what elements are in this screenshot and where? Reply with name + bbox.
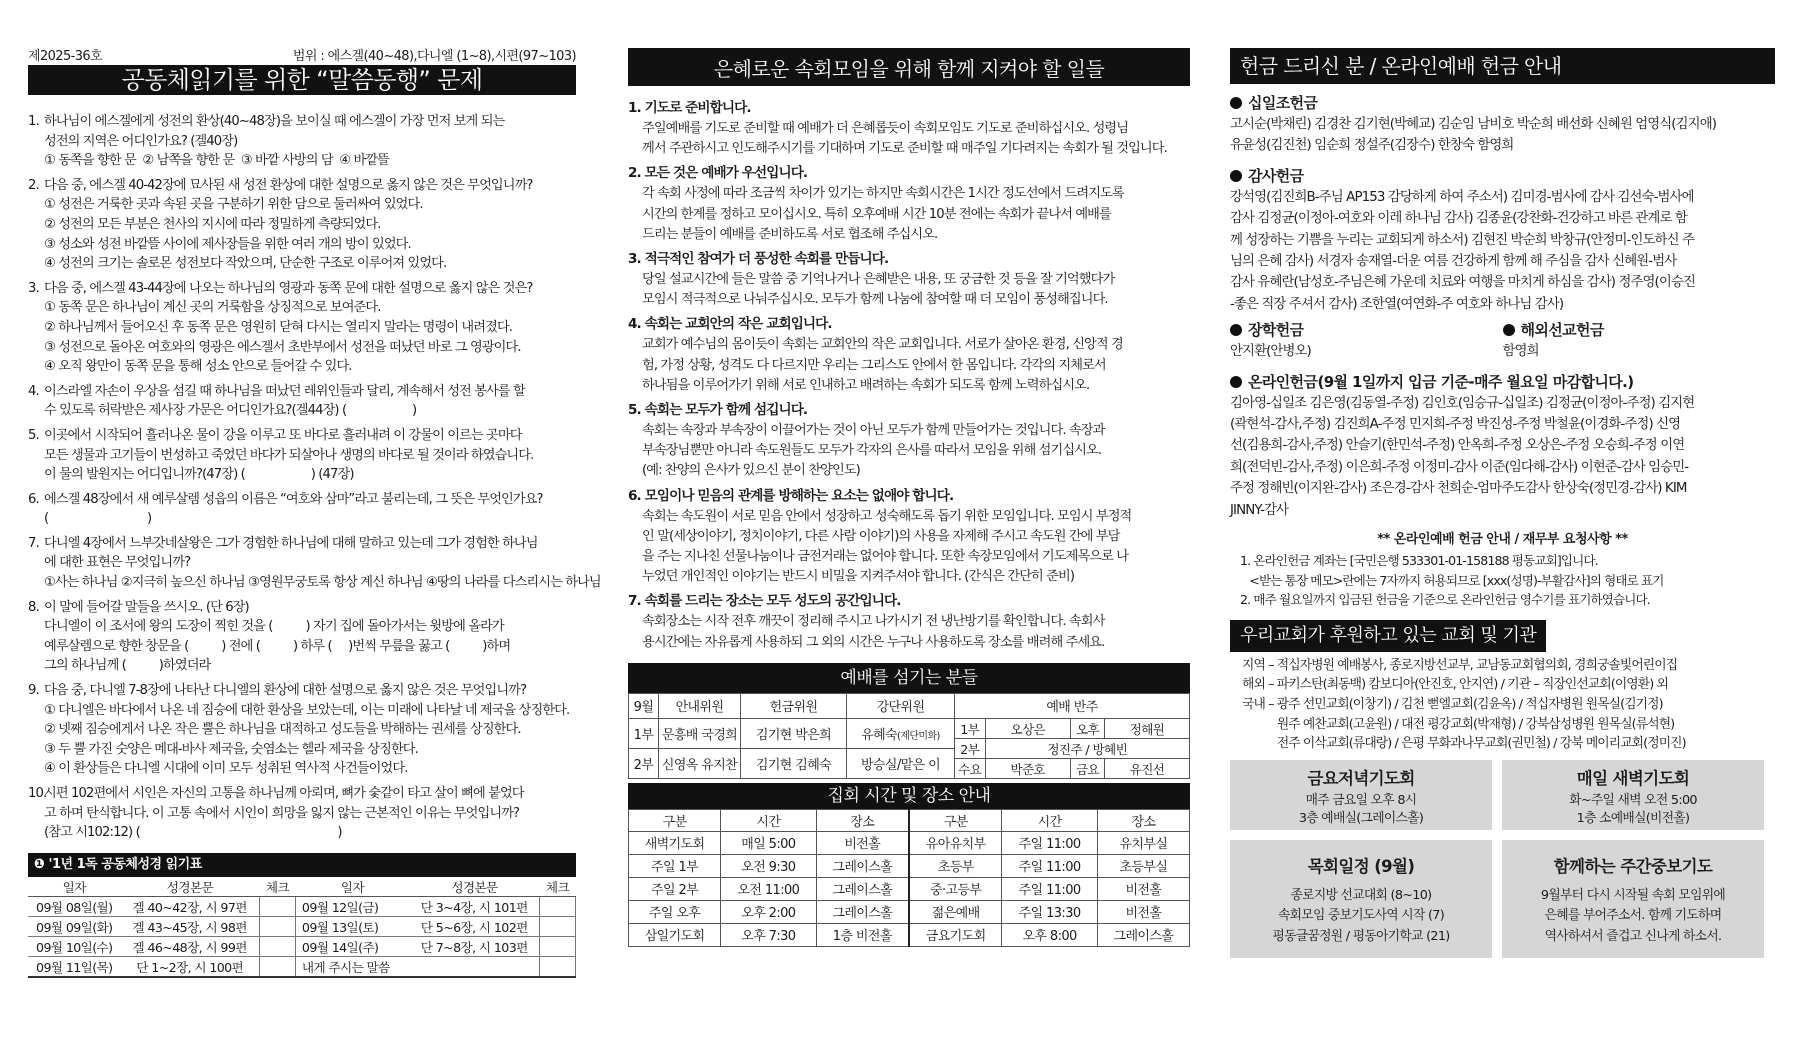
plan-check-cell[interactable] — [540, 956, 576, 977]
schedule-cell: 그레이스홀 — [816, 877, 909, 900]
accomp-name: 유진선 — [1129, 761, 1165, 777]
scholar-section — [1230, 319, 1503, 362]
pastoral-schedule-card — [1230, 840, 1492, 958]
schedule-row — [629, 877, 1190, 900]
plan-check-cell[interactable] — [540, 896, 576, 916]
quiz-question-head — [28, 681, 576, 701]
schedule-row — [629, 854, 1190, 877]
guideline-item — [628, 400, 1190, 482]
scholar-heading-text: 장학헌금 — [1248, 321, 1304, 340]
answer-option: ①사는 하나님 ②지극히 높으신 하나님 ③영원무궁토록 항상 계신 하나님 ④땅의 나라를 다스리시는 하나님 — [44, 575, 601, 591]
plan-row — [28, 896, 576, 916]
plan-cell: 단 3~4장, 시 101편 — [410, 896, 540, 916]
guideline-text: 속회는 속장과 부속장이 이끌어가는 것이 아닌 모두가 함께 만들어가는 것입니다. 속장과 부속장님뿐만 아니라 속도원들도 모두가 각자의 은사를 따라서 모임을 위해 섬기십시오. (예: 찬양의 은사가 있으신 분이 찬양인도) — [642, 423, 1105, 479]
quiz-column — [28, 48, 601, 978]
quiz-question — [28, 176, 576, 274]
quiz-title: 공동체읽기를 위한 “말씀동행” 문제 — [28, 65, 576, 95]
guideline-item — [628, 591, 1190, 652]
answer-option: ③ 두 뿔 가진 숫양은 메대-바사 제국을, 숫염소는 헬라 제국을 상징한다. — [44, 741, 418, 757]
schedule-cell: 비전홀 — [1097, 900, 1189, 923]
accomp-label: 2부 — [955, 738, 985, 758]
plan-header-cell: 체크 — [540, 877, 576, 897]
guideline-item — [628, 486, 1190, 588]
servers-title: 예배를 섬기는 분들 — [628, 663, 1190, 693]
question-text: 다니엘 4장에서 느부갓네살왕은 그가 경험한 하나님에 대해 말하고 있는데 그가 경험한 하나님 에 대한 표현은 무엇입니까? — [44, 535, 538, 571]
guidelines-column — [628, 48, 1190, 947]
plan-check-cell[interactable] — [540, 936, 576, 956]
quiz-question-head — [28, 598, 576, 618]
schedule-header-cell: 시간 — [1002, 809, 1097, 831]
answer-option: ④ 오직 왕만이 동쪽 문을 통해 성소 안으로 들어갈 수 있다. — [44, 359, 352, 375]
question-text: 이 말에 들어갈 말들을 쓰시오. (단 6장) — [44, 599, 249, 615]
plan-header-cell: 일자 — [295, 877, 409, 897]
schedule-cell: 주일 11:00 — [1002, 831, 1097, 854]
card-body: 9월부터 다시 시작될 속회 모임위에 은혜를 부어주소서. 함께 기도하며 역사하셔서 즐겁고 신나게 하소서. — [1540, 887, 1726, 944]
guideline-item — [628, 98, 1190, 159]
answer-option: ① 성전은 거룩한 곳과 속된 곳을 구분하기 위한 담으로 둘러싸여 있었다. — [44, 197, 423, 213]
guideline-heading: 3. 적극적인 참여가 더 풍성한 속회를 만듭니다. — [628, 251, 889, 268]
question-number: 4. — [28, 383, 39, 399]
bullet-icon — [1230, 170, 1242, 182]
schedule-title: 집회 시간 및 장소 안내 — [628, 783, 1190, 809]
servers-header: 강단위원 — [847, 693, 955, 718]
guideline-text: 교회가 예수님의 몸이듯이 속회는 교회안의 작은 교회입니다. 서로가 살아온 환경, 신앙적 경 험, 가정 상황, 성격도 다 다르지만 우리는 그리스도 안에서 한 몸입니다. 각각의 지체로서 하나됨을 이루어가기 위해 서로 인내하고 배려하는 속회가 되도록 함께 노력하십시오. — [642, 337, 1123, 393]
plan-cell: 단 5~6장, 시 102편 — [410, 916, 540, 936]
quiz-question — [28, 598, 576, 676]
question-number: 1. — [28, 114, 39, 129]
schedule-header — [629, 809, 1190, 831]
quiz-question — [28, 534, 601, 593]
plan-cell: 09월 09일(화) — [28, 916, 120, 936]
answer-option: ① 다니엘은 바다에서 나온 네 짐승에 대한 환상을 보았는데, 이는 미래에 나타날 네 제국을 상징한다. — [44, 702, 570, 718]
offering-column — [1230, 48, 1775, 958]
schedule-cell: 비전홀 — [1097, 877, 1189, 900]
schedule-cell: 초등부 — [909, 854, 1002, 877]
answer-option: ① 동쪽을 향한 문 ② 남쪽을 향한 문 ③ 바깥 사방의 담 ④ 바깥뜰 — [44, 153, 389, 169]
guideline-text: 속회장소는 시작 전후 깨끗이 정리해 주시고 나가시기 전 냉난방기를 확인합니다. 속회사 용시간에는 자유롭게 사용하되 그 외의 시간은 누구나 사용하도록 장소를 배려해 주세요. — [642, 614, 1105, 650]
schedule-header-cell: 구분 — [629, 809, 721, 831]
issue-row — [28, 48, 576, 65]
plan-row — [28, 956, 576, 977]
accomp-label: 오후 — [1071, 719, 1105, 739]
question-number: 7. — [28, 535, 39, 551]
card-body: 종로지방 선교대회 (8~10) 속회모임 중보기도사역 시작 (7) 평동글꿈정원 / 평동아기학교 (21) — [1272, 887, 1450, 944]
accompanist-table — [955, 719, 1189, 778]
quiz-question — [28, 426, 576, 485]
quiz-question-head — [28, 382, 576, 421]
tithe-heading — [1230, 92, 1775, 114]
question-text: 시편 102편에서 시인은 자신의 고통을 하나님께 아뢰며, 뼈가 숯같이 타고 살이 뼈에 붙었다 고 하며 탄식합니다. 이 고통 속에서 시인이 희망을 잃지 않는 근본적인 이유는 무엇입니까? (참고 시102:12) ( ) — [44, 786, 524, 841]
plan-cell: 09월 12일(금) — [295, 896, 409, 916]
schedule-cell: 금요기도회 — [909, 923, 1002, 946]
scholar-names: 안지환(안병오) — [1230, 344, 1311, 360]
online-notice-title: ** 온라인예배 헌금 안내 / 재무부 요청사항 ** — [1377, 532, 1628, 548]
quiz-question — [28, 681, 576, 779]
quiz-question-head — [28, 176, 576, 196]
support-title: 우리교회가 후원하고 있는 교회 및 기관 — [1230, 620, 1546, 652]
schedule-cell: 그레이스홀 — [816, 854, 909, 877]
question-number: 6. — [28, 491, 39, 507]
plan-cell: 겔 43~45장, 시 98편 — [120, 916, 259, 936]
bullet-icon — [1503, 324, 1515, 336]
scholar-heading — [1230, 319, 1503, 341]
schedule-cell: 초등부실 — [1097, 854, 1189, 877]
servers-header: 안내위원 — [659, 693, 741, 718]
schedule-cell: 삼일기도회 — [629, 923, 721, 946]
plan-cell: 09월 10일(수) — [28, 936, 120, 956]
answer-option: ② 하나님께서 들어오신 후 동쪽 문은 영원히 닫혀 다시는 열리지 말라는 명령이 내려졌다. — [44, 319, 513, 335]
quiz-question-head — [28, 784, 576, 843]
schedule-header-cell: 장소 — [1097, 809, 1189, 831]
question-number: 9. — [28, 683, 39, 699]
schedule-cell: 유치부실 — [1097, 831, 1189, 854]
question-number: 8. — [28, 599, 39, 615]
question-number: 10. — [28, 786, 47, 801]
guideline-heading: 7. 속회를 드리는 장소는 모두 성도의 공간입니다. — [628, 593, 901, 610]
online-heading-text: 온라인헌금(9월 1일까지 입금 기준-매주 월요일 마감합니다.) — [1248, 372, 1634, 391]
plan-cell: 겔 40~42장, 시 97편 — [120, 896, 259, 916]
plan-check-cell[interactable] — [259, 916, 295, 936]
schedule-cell: 젊은예배 — [909, 900, 1002, 923]
quiz-list — [28, 112, 601, 843]
schedule-row — [629, 900, 1190, 923]
accomp-label: 수요 — [955, 758, 985, 778]
accomp-label: 금요 — [1071, 758, 1105, 778]
plan-header-cell: 성경본문 — [410, 877, 540, 897]
tithe-heading-text: 십일조헌금 — [1248, 94, 1318, 112]
plan-cell: 단 1~2장, 시 100편 — [120, 956, 259, 977]
info-cards — [1230, 760, 1775, 958]
plan-header-cell: 체크 — [259, 877, 295, 897]
thanks-heading-text: 감사헌금 — [1248, 166, 1304, 185]
plan-check-cell[interactable] — [259, 936, 295, 956]
servers-row-label: 2부 — [629, 748, 659, 778]
plan-cell: 09월 14일(주) — [295, 936, 409, 956]
schedule-cell: 매일 5:00 — [721, 831, 816, 854]
accomp-name: 박준호 — [985, 758, 1071, 778]
plan-cell: 겔 46~48장, 시 99편 — [120, 936, 259, 956]
schedule-cell: 그레이스홀 — [816, 900, 909, 923]
servers-guide: 문흥배 국경희 — [659, 718, 741, 748]
guideline-item — [628, 163, 1190, 245]
answer-option: 그의 하나님께 ( )하였더라 — [44, 658, 211, 674]
guideline-text: 주일예배를 기도로 준비할 때 예배가 더 은혜롭듯이 속회모임도 기도로 준비하십시오. 성령님 께서 주관하시고 인도해주시기를 기대하며 기도로 준비할 때 매주일 기다려지는 속회가 될 것입니다. — [642, 121, 1167, 157]
answer-option: ③ 성소와 성전 바깥뜰 사이에 제사장들을 위한 여러 개의 방이 있었다. — [44, 236, 411, 252]
schedule-header-cell: 장소 — [816, 809, 909, 831]
plan-cell: 내게 주시는 말씀 — [295, 956, 409, 977]
servers-guide: 신영옥 유지찬 — [659, 748, 741, 778]
plan-row — [28, 936, 576, 956]
guideline-text: 당일 설교시간에 들은 말씀 중 기억나거나 은혜받은 내용, 또 궁금한 것 등을 잘 기억했다가 모임시 적극적으로 나눠주십시오. 모두가 함께 나눔에 참여할 때 더 모임이 풍성해집니다. — [642, 272, 1115, 308]
servers-altar: 방승실/맡은 이 — [847, 748, 955, 778]
thanks-heading — [1230, 165, 1775, 187]
scholar-mission-row — [1230, 319, 1775, 362]
plan-row — [28, 916, 576, 936]
schedule-cell: 유아유치부 — [909, 831, 1002, 854]
guideline-item — [628, 249, 1190, 310]
servers-altar-name: 유혜숙 — [861, 727, 898, 743]
online-notice-body: 1. 온라인헌금 계좌는 [국민은행 533301-01-158188 평동교회]입니다. <받는 통장 메모>란에는 7자까지 허용되므로 [xxx(성명)-부활감사]의 형태로 표기 2. 매주 월요일까지 입금된 헌금을 기준으로 온라인헌금 영수기를 표기하였습니다. — [1240, 553, 1664, 608]
schedule-cell: 비전홀 — [816, 831, 909, 854]
quiz-question-head — [28, 279, 576, 299]
card-title: 목회일정 (9월) — [1307, 856, 1415, 876]
online-names: 김아영-십일조 김은영(김동열-주정) 김인호(임승규-십일조) 김정균(이정아-주정) 김지현 (곽현석-감사,주정) 김진희A-주정 민지희-주정 박진성-주정 박철윤(이경화-주정) 신영 선(김용희-감사,주정) 안슬기(한민석-주정) 안옥희-주정 오상은-주정 오승희-주정 이연 희(전덕빈-감사,주정) 이은희-주정 이정미-감사 이준(임다해-감사) 이현준-감사 임승민- 주정 정해빈(이지완-감사) 조은경-감사 천희순-엄마주도감사 한상숙(정민경-감사) KIM JINNY-감사 — [1230, 395, 1695, 518]
quiz-question — [28, 382, 576, 421]
guideline-item — [628, 314, 1190, 396]
servers-month: 9월 — [629, 693, 659, 718]
accomp-label: 1부 — [955, 719, 985, 739]
schedule-cell: 오후 2:00 — [721, 900, 816, 923]
thanks-section — [1230, 165, 1775, 315]
accompanist-cell — [955, 718, 1190, 778]
plan-cell: 단 7~8장, 시 103편 — [410, 936, 540, 956]
friday-prayer-card — [1230, 760, 1492, 830]
plan-check-cell[interactable] — [540, 916, 576, 936]
card-body: 화~주일 새벽 오전 5:00 1층 소예배실(비전홀) — [1569, 792, 1697, 827]
schedule-cell: 오전 11:00 — [721, 877, 816, 900]
servers-header: 헌금위원 — [741, 693, 847, 718]
mission-section — [1503, 319, 1776, 362]
plan-header-cell: 일자 — [28, 877, 120, 897]
quiz-question-head — [28, 490, 576, 529]
answer-option: ④ 성전의 크기는 솔로몬 성전보다 작았으며, 단순한 구조로 이루어져 있었다. — [44, 256, 447, 272]
question-number: 2. — [28, 177, 39, 193]
plan-check-cell[interactable] — [259, 956, 295, 977]
mission-heading — [1503, 319, 1776, 341]
answer-option: ② 성전의 모든 부분은 천사의 지시에 따라 정밀하게 측량되었다. — [44, 216, 381, 232]
question-text: 이곳에서 시작되어 흘러나온 물이 강을 이루고 또 바다로 흘러내려 이 강물이 이르는 곳마다 모든 생물과 고기들이 번성하고 죽었던 바다가 되살아나 생명의 바다로 될 것이라 하였습니다. 이 물의 발원지는 어디입니까?(47장) ( ) (47장) — [44, 427, 534, 483]
guideline-text: 각 속회 사정에 따라 조금씩 차이가 있기는 하지만 속회시간은 1시간 정도선에서 드려지도록 시간의 한계를 정하고 모이십시오. 특히 오후예배 시간 10분 전에는 속회가 끝나서 예배를 드리는 분들이 예배를 준비하도록 서로 협조해 주십시오. — [642, 186, 1124, 242]
quiz-question-head — [28, 426, 576, 485]
guideline-heading: 2. 모든 것은 예배가 우선입니다. — [628, 165, 808, 182]
accomp-name: 정진주 / 방혜빈 — [985, 738, 1189, 758]
quiz-question — [28, 784, 576, 843]
servers-header: 예배 반주 — [955, 693, 1190, 718]
servers-altar — [847, 718, 955, 748]
servers-row-label: 1부 — [629, 718, 659, 748]
tithe-section — [1230, 92, 1775, 157]
reading-plan-title: ❶ '1년 1독 공동체성경 읽기표 — [28, 853, 576, 877]
question-text: 다음 중, 다니엘 7-8장에 나타난 다니엘의 환상에 대한 설명으로 옳지 않은 것은 무엇입니까? — [44, 683, 527, 699]
plan-cell: 09월 08일(월) — [28, 896, 120, 916]
accomp-name: 오상은 — [985, 719, 1071, 739]
mission-names: 함영희 — [1502, 344, 1539, 360]
plan-cell: 09월 11일(목) — [28, 956, 120, 977]
question-text: 이스라엘 자손이 우상을 섬길 때 하나님을 떠났던 레위인들과 달리, 계속해서 성전 봉사를 할 수 있도록 허락받은 제사장 가문은 어디인가요?(겔44장) ( ) — [44, 383, 525, 419]
schedule-cell: 오전 9:30 — [721, 854, 816, 877]
issue-number: 제2025-36호 — [28, 49, 103, 64]
question-text: 에스겔 48장에서 새 예루살렘 성읍의 이름은 “여호와 삼마”라고 불리는데, 그 뜻은 무엇인가요? ( ) — [44, 491, 543, 527]
guideline-text: 속회는 속도원이 서로 믿음 안에서 성장하고 성숙해도록 돕기 위한 모임입니다. 모임시 부정적 인 말(세상이야기, 정치이야기, 다른 사람 이야기)의 사용을 자제해 주시고 속도원 간에 부담 을 주는 지나친 선물나눔이나 금전거래는 없어야 합니다. 또한 속장모임에서 기도제목으로 나 누었던 개인적인 이야기는 반드시 비밀을 지켜주셔야 합니다. (간식은 간단히 준비) — [642, 508, 1132, 585]
answer-option: 다니엘이 이 조서에 왕의 도장이 찍힌 것을 ( ) 자기 집에 돌아가서는 윗방에 올라가 — [44, 619, 504, 635]
guideline-heading: 1. 기도로 준비합니다. — [628, 100, 751, 116]
dawn-prayer-card — [1502, 760, 1764, 830]
card-title: 함께하는 주간중보기도 — [1553, 856, 1713, 876]
offering-title: 헌금 드리신 분 / 온라인예배 헌금 안내 — [1230, 48, 1775, 84]
reading-plan-header — [28, 877, 576, 897]
question-text: 하나님이 에스겔에게 성전의 환상(40~48장)을 보이실 때 에스겔이 가장 먼저 보게 되는 성전의 지역은 어디인가요? (겔40장) — [44, 114, 505, 149]
servers-offering: 김기현 김혜숙 — [741, 748, 847, 778]
bullet-icon — [1230, 97, 1242, 109]
card-body: 매주 금요일 오후 8시 3층 예배실(그레이스홀) — [1298, 792, 1424, 827]
accomp-name: 정해원 — [1105, 719, 1189, 739]
quiz-question-head — [28, 534, 576, 573]
tithe-names: 고시순(박채린) 김경찬 김기현(박혜교) 김순임 남비호 박순희 배선화 신혜원 엄영식(김지애) 유윤성(김진천) 임순희 정설주(김장수) 한창숙 함영희 — [1230, 117, 1717, 154]
schedule-cell: 새벽기도회 — [629, 831, 721, 854]
servers-table — [628, 693, 1190, 779]
answer-option: 예루살렘으로 향한 창문을 ( ) 전에 ( ) 하루 ( )번씩 무릎을 꿇고 ( )하며 — [44, 638, 511, 654]
schedule-cell: 1층 비전홀 — [816, 923, 909, 946]
card-title: 금요저녁기도회 — [1307, 768, 1415, 788]
answer-option: ② 넷째 짐승에게서 나온 작은 뿔은 하나님을 대적하고 성도들을 박해하는 권세를 상징한다. — [44, 722, 521, 738]
schedule-cell: 중·고등부 — [909, 877, 1002, 900]
reading-plan-table — [28, 877, 576, 978]
schedule-cell: 주일 11:00 — [1002, 877, 1097, 900]
question-text: 다음 중, 에스겔 43-44장에 나오는 하나님의 영광과 동쪽 문에 대한 설명으로 옳지 않은 것은? — [44, 280, 533, 296]
answer-option: ③ 성전으로 돌아온 여호와의 영광은 에스겔서 초반부에서 성전을 떠났던 바로 그 영광이다. — [44, 339, 521, 355]
schedule-header-cell: 시간 — [721, 809, 816, 831]
schedule-cell: 주일 11:00 — [1002, 854, 1097, 877]
servers-altar-note: (제단미화) — [897, 730, 940, 742]
plan-cell — [410, 956, 540, 977]
question-number: 3. — [28, 280, 39, 296]
weekly-intercession-card — [1502, 840, 1764, 958]
answer-option: ① 동쪽 문은 하나님이 계신 곳의 거룩함을 상징적으로 보여준다. — [44, 300, 381, 316]
schedule-cell: 주일 1부 — [629, 854, 721, 877]
schedule-table — [628, 809, 1190, 947]
question-number: 5. — [28, 427, 39, 443]
schedule-cell: 그레이스홀 — [1097, 923, 1189, 946]
schedule-cell: 주일 13:30 — [1002, 900, 1097, 923]
mission-heading-text: 해외선교헌금 — [1520, 321, 1604, 340]
support-list: 지역 – 적십자병원 예배봉사, 종로지방선교부, 교남동교회협의회, 경희궁솔빛어린이집 해외 – 파키스탄(최동백) 캄보디아(안진호, 안지연) / 기관 – 직장인선교회(이영환) 외 국내 – 광주 선민교회(이창기) / 김천 뻗엘교회(김윤옥) / 적십자병원 원목실(김기정) 원주 예찬교회(고윤원) / 대전 평강교회(박재형) / 강북삼성병원 원목실(류석현) 전주 이삭교회(류대랑) / 은평 무화과나무교회(권민철) / 강북 메이리교회(정미진) — [1242, 657, 1686, 752]
schedule-cell: 오후 8:00 — [1002, 923, 1097, 946]
schedule-cell: 오후 7:30 — [721, 923, 816, 946]
bullet-icon — [1230, 324, 1242, 336]
schedule-cell: 주일 2부 — [629, 877, 721, 900]
plan-cell: 09월 13일(토) — [295, 916, 409, 936]
schedule-cell: 주일 오후 — [629, 900, 721, 923]
question-text: 다음 중, 에스겔 40-42장에 묘사된 새 성전 환상에 대한 설명으로 옳지 않은 것은 무엇입니까? — [44, 177, 533, 193]
guideline-heading: 5. 속회는 모두가 함께 섬깁니다. — [628, 402, 808, 419]
reading-range: 범위 : 에스겔(40~48),다니엘 (1~8),시편(97~103) — [292, 49, 576, 64]
schedule-row — [629, 923, 1190, 946]
card-title: 매일 새벽기도회 — [1576, 768, 1690, 788]
schedule-row — [629, 831, 1190, 854]
quiz-question-head — [28, 112, 576, 151]
online-section — [1230, 371, 1775, 521]
quiz-question — [28, 279, 576, 377]
guideline-heading: 6. 모임이나 믿음의 관계를 방해하는 요소는 없애야 합니다. — [628, 487, 954, 504]
quiz-question — [28, 490, 576, 529]
quiz-question — [28, 112, 576, 171]
guidelines-list — [628, 98, 1190, 653]
guideline-heading: 4. 속회는 교회안의 작은 교회입니다. — [628, 316, 832, 333]
schedule-header-cell: 구분 — [909, 809, 1002, 831]
thanks-names: 강석영(김진희B-주님 AP153 감당하게 하여 주소서) 김미경-범사에 감사 김선숙-범사에 감사 김정균(이정아-여호와 이레 하나님 감사) 김종윤(강찬화-건강하고 바른 관계로 함 께 성장하는 기쁨을 누리는 교회되게 하소서) 김현진 박순희 박창규(안정미-인도하신 주 님의 은혜 감사) 서경자 송재열-더운 여름 건강하게 함께 해 주심을 감사 신혜원-범사 감사 유혜란(남성호-주님은혜 가운데 치료와 여행을 마치게 하심을 감사) 정주영(이승진 -좋은 직장 주셔서 감사) 조한열(여연화-주 여호와 하나님 감사) — [1230, 189, 1695, 312]
bullet-icon — [1230, 376, 1242, 388]
answer-option: ④ 이 환상들은 다니엘 시대에 이미 모두 성취된 역사적 사건들이었다. — [44, 761, 408, 777]
servers-offering: 김기현 박은희 — [741, 718, 847, 748]
plan-header-cell: 성경본문 — [120, 877, 259, 897]
plan-check-cell[interactable] — [259, 896, 295, 916]
online-heading — [1230, 371, 1775, 393]
guidelines-title: 은혜로운 속회모임을 위해 함께 지켜야 할 일들 — [628, 48, 1190, 86]
